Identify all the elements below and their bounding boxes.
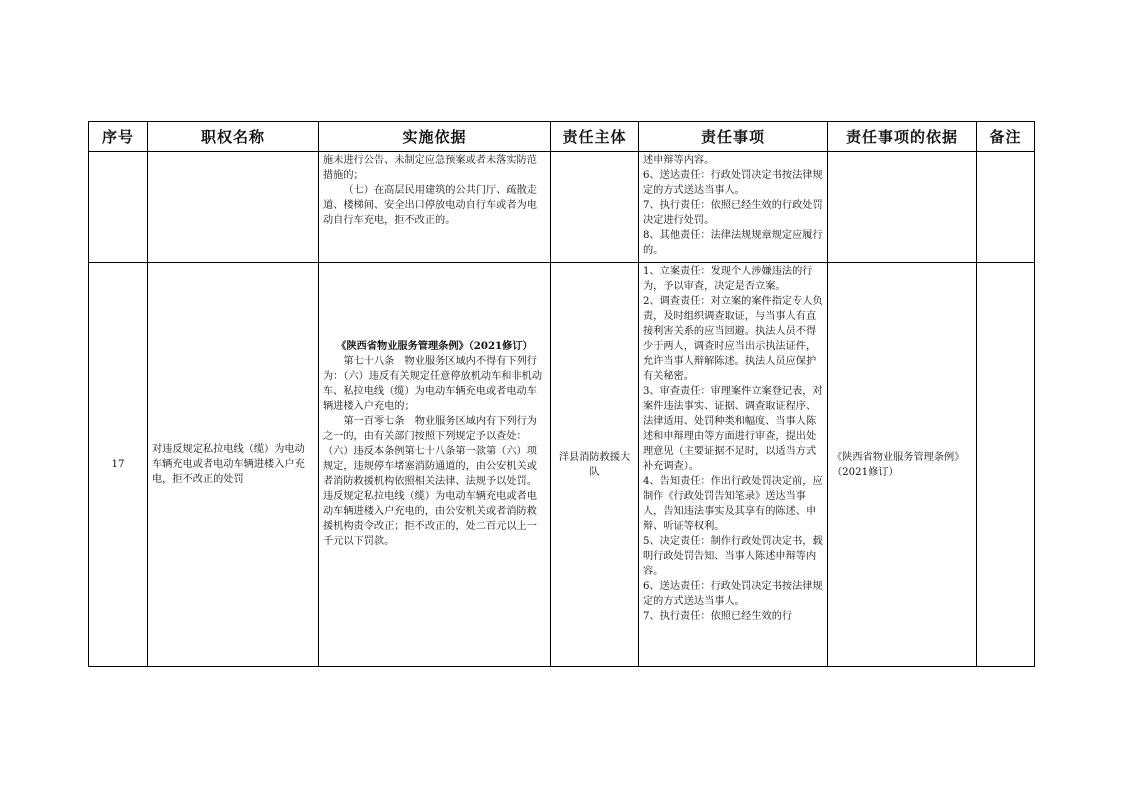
item-line: 2、调查责任：对立案的案件指定专人负责，及时组织调查取证，与当事人有直接利害关系的应当回避。执法人员不得少于两人，调查时应当出示执法证件，允许当事人辩解陈述。执法人员应保护有关秘密。 — [643, 296, 823, 382]
header-remark: 备注 — [977, 122, 1035, 152]
item-line: 3、审查责任：审理案件立案登记表，对案件违法事实、证据、调查取证程序、法律适用、处罚种类和幅度、当事人陈述和申辩理由等方面进行审查，提出处理意见（主要证据不足时，以适当方式补充调查）。 — [643, 386, 823, 472]
item-line: 1、立案责任：发现个人涉嫌违法的行为，予以审查，决定是否立案。 — [643, 266, 813, 292]
table-row — [89, 263, 1035, 667]
row1-power — [148, 152, 319, 263]
row2-remark — [977, 263, 1035, 667]
responsibility-table — [88, 121, 1035, 667]
row-number: 17 — [111, 459, 125, 470]
item-line: 7、执行责任：依照已经生效的行 — [643, 611, 793, 622]
row2-power — [148, 263, 319, 667]
power-name: 对违反规定私拉电线（缆）为电动车辆充电或者电动车辆进楼入户充电，拒不改正的处罚 — [152, 444, 305, 485]
row2-subject — [551, 263, 639, 667]
row1-subject — [551, 152, 639, 263]
row1-remark — [977, 152, 1035, 263]
item-line: 6、送达责任：行政处罚决定书按法律规定的方式送达当事人。 — [643, 581, 823, 607]
header-no: 序号 — [89, 122, 148, 152]
item-line: 5、决定责任：制作行政处罚决定书，载明行政处罚告知、当事人陈述申辩等内容。 — [643, 536, 823, 577]
item-line: 4、告知责任：作出行政处罚决定前，应制作《行政处罚告知笔录》送达当事人，告知违法事实及其享有的陈述、申辩、听证等权利。 — [643, 476, 823, 532]
row1-items — [639, 152, 828, 263]
table-row — [89, 152, 1035, 263]
basis-paragraph: 施未进行公告、未制定应急预案或者未落实防范措施的； — [323, 155, 537, 181]
row2-basis — [319, 263, 551, 667]
header-basis: 实施依据 — [319, 122, 551, 152]
item-line: 7、执行责任：依照已经生效的行政处罚决定进行处罚。 — [643, 200, 823, 226]
item-line: 8、其他责任：法律法规规章规定应履行的。 — [643, 230, 823, 256]
header-items: 责任事项 — [639, 122, 828, 152]
header-subject: 责任主体 — [551, 122, 639, 152]
row2-items-basis — [828, 263, 977, 667]
responsible-subject: 洋县消防救援大队 — [558, 451, 631, 478]
row2-items — [639, 263, 828, 667]
basis-paragraph: 第七十八条 物业服务区域内不得有下列行为：（六）违反有关规定任意停放机动车和非机动车、私拉电线（缆）为电动车辆充电或者电动车辆进楼入户充电的； — [323, 356, 543, 412]
row1-no — [89, 152, 148, 263]
row2-no — [89, 263, 148, 667]
header-row — [89, 122, 1035, 152]
row1-items-basis — [828, 152, 977, 263]
header-items-basis: 责任事项的依据 — [828, 122, 977, 152]
header-power: 职权名称 — [148, 122, 319, 152]
row1-basis — [319, 152, 551, 263]
items-basis: 《陕西省物业服务管理条例》（2021修订） — [832, 451, 965, 478]
item-line: 述申辩等内容。 — [643, 155, 715, 166]
item-line: 6、送达责任：行政处罚决定书按法律规定的方式送达当事人。 — [643, 170, 823, 196]
basis-paragraph: （七）在高层民用建筑的公共门厅、疏散走道、楼梯间、安全出口停放电动自行车或者为电动自行车充电，拒不改正的。 — [323, 185, 537, 226]
law-title: 《陕西省物业服务管理条例》（2021修订） — [336, 340, 533, 352]
basis-paragraph: 第一百零七条 物业服务区域内有下列行为之一的，由有关部门按照下列规定予以查处：（六）违反本条例第七十八条第一款第（六）项规定，违规停车堵塞消防通道的，由公安机关或者消防救援机构依照相关法律、法规予以处罚。违反规定私拉电线（缆）为电动车辆充电或者电动车辆进楼入户充电的，由公安机关或者消防救援机构责令改正；拒不改正的，处二百元以上一千元以下罚款。 — [323, 416, 537, 547]
